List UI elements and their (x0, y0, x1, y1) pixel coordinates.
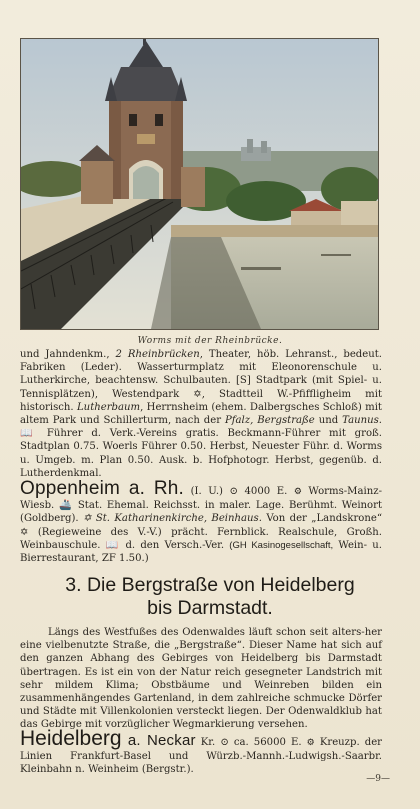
worms-paragraph: und Jahndenkm., 2 Rheinbrücken, Theater, höb. Lehranst., bedeut. Fabriken (Leder). Wasserturmplatz mit Eleonorenschule u. Lutherkirche, beachtensw. Schulbauten. [S] Stadtpark (mit Spiel- u. Tennisplätzen), Westendpark ✡, Stadtteil W.-Pfiffligheim mit historisch. Lutherbaum, Herrnsheim (ehem. Dalbergsches Schloß) mit altem Park und Schillerturm, nach der Pfalz, Bergstraße und Taunus. 📖 Führer d. Verk.-Vereins gratis. Beckmann-Führer mit groß. Stadtplan 0.75. Woerls Führer 0.50. Herbst, Neuester Führ. d. Worms u. Umgeb. m. Plan 0.50. Ausk. b. Hofphotogr. Herbst, gegenüb. d. Lutherdenkmal. (20, 349, 382, 479)
photo-illustration (21, 39, 378, 329)
heidelberg-title: Heidelberg (20, 727, 122, 750)
page-number: —9— (366, 774, 390, 784)
oppenheim-entry: Oppenheim a. Rh. (I. U.) ⊙ 4000 E. ⚙ Worms-Mainz-Wiesb. 🚢 Stat. Ehemal. Reichsst. in maler. Lage. Berühmt. Weinort (Goldberg). ✡ St. Katharinenkirche, Beinhaus. Von der „Landskrone“ ✡ (Regieweine des V.-V.) prächt. Fernblick. Realschule, Großh. Weinbauschule. 📖 d. den Versch.-Ver. (GH Kasinogesellschaft, Wein- u. Bierrestaurant, ZF 1.50.) (20, 478, 382, 565)
bergstrasse-paragraph: Längs des Westfußes des Odenwaldes läuft schon seit alters-her eine vielbenutzte Straße, die „Bergstraße“. Dieser Name hat sich auf den ganzen Abhang des Gebirges von Heidelberg bis Darmstadt übertragen. Es ist ein von der Natur reich gesegneter Landstrich mit sehr mildem Klima; Obstbäume und Weinreben bilden ein zusammenhängendes Gartenland, in dem zahlreiche schmucke Dörfer und Städte mit Villenkolonien versteckt liegen. Der Odenwaldklub hat das Gebirge mit vorzüglicher Wegmarkierung versehen. (20, 627, 382, 731)
heidelberg-entry: Heidelberg a. Neckar Kr. ⊙ ca. 56000 E. ⚙ Kreuzp. der Linien Frankfurt-Basel und Würzb.-Mannh.-Ludwigsh.-Saarbr. Kleinbahn n. Weinheim (Bergstr.). (20, 727, 382, 776)
section-heading-line-1: 3. Die Bergstraße von Heidelberg (65, 574, 355, 596)
worms-bridge-photo (20, 38, 379, 330)
railway-icon: ⚙ (306, 738, 315, 748)
railway-icon: ⚙ (293, 487, 302, 497)
section-heading (10, 574, 410, 620)
section-heading-line-2: bis Darmstadt. (147, 597, 273, 619)
oppenheim-title: Oppenheim a. Rh. (20, 478, 185, 499)
photo-caption: Worms mit der Rheinbrücke. (137, 336, 283, 346)
